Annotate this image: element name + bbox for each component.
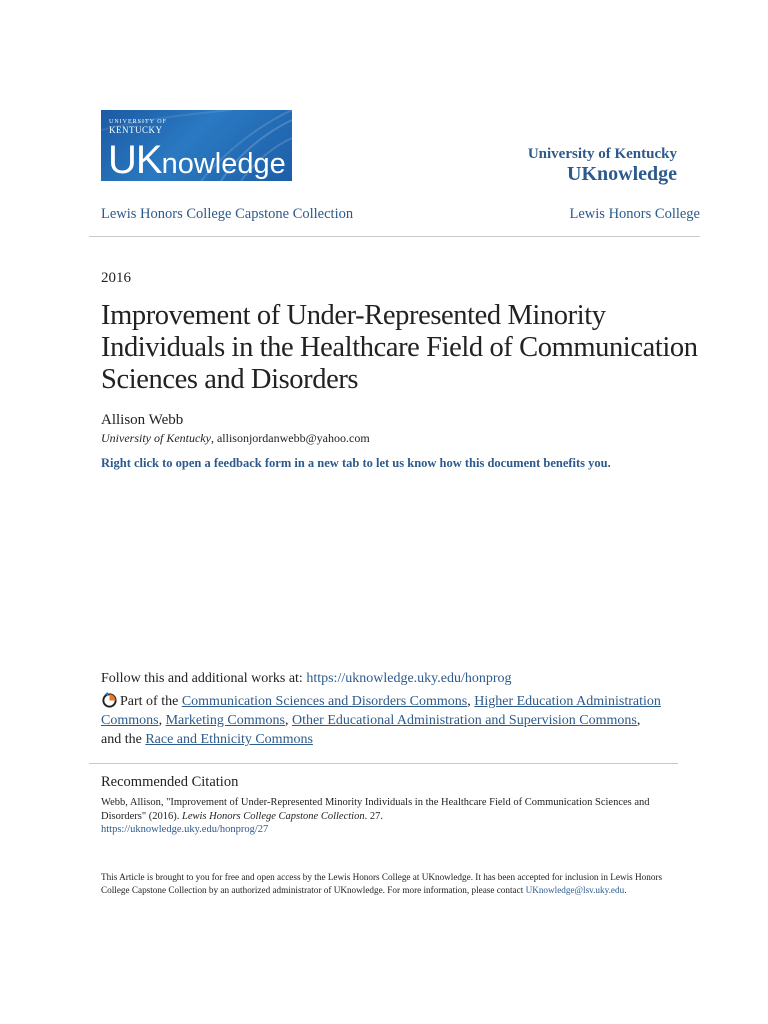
follow-line bbox=[101, 671, 512, 687]
follow-label: Follow this and additional works at: bbox=[101, 671, 307, 686]
access-statement-text: This Article is brought to you for free and open access by the Lewis Honors College at UKnowledge. It has been accepted for inclusion in Lewis Honors College Capstone Collection by an authorized administrator of UKnowledge. For more information, please contact bbox=[101, 872, 663, 895]
separator: , bbox=[158, 713, 166, 728]
commons-link-higher-education[interactable]: Higher Education Administration Commons bbox=[101, 694, 661, 728]
author-affiliation bbox=[101, 431, 370, 446]
separator: , bbox=[467, 694, 475, 709]
citation-divider bbox=[89, 763, 678, 764]
brand-uknowledge-link[interactable]: UKnowledge bbox=[567, 163, 677, 185]
citation-body: Webb, Allison, "Improvement of Under-Represented Minority Individuals in the Healthcare Field of Communication Sciences and Disorders" (2016). bbox=[101, 797, 650, 822]
logo-nowledge: nowledge bbox=[161, 148, 286, 180]
follow-url-link[interactable]: https://uknowledge.uky.edu/honprog bbox=[306, 671, 512, 686]
logo-uk: UK bbox=[108, 138, 162, 181]
logo-small-text bbox=[109, 119, 167, 135]
uknowledge-logo[interactable] bbox=[101, 110, 292, 181]
separator-and-the: , and the bbox=[101, 713, 641, 747]
bepress-commons-icon bbox=[101, 691, 118, 708]
citation-text bbox=[101, 796, 671, 837]
commons-link-other-educational-admin[interactable]: Other Educational Administration and Supervision Commons bbox=[291, 713, 637, 728]
collection-nav bbox=[101, 206, 700, 223]
commons-link-marketing[interactable]: Marketing Commons bbox=[165, 713, 285, 728]
brand-block bbox=[528, 145, 677, 185]
access-statement bbox=[101, 871, 681, 897]
logo-kentucky: KENTUCKY bbox=[109, 125, 163, 135]
logo-wordmark bbox=[108, 138, 286, 181]
separator: , bbox=[284, 713, 292, 728]
college-link[interactable]: Lewis Honors College bbox=[569, 206, 700, 222]
affiliation-name: University of Kentucky bbox=[101, 431, 211, 445]
citation-url-link[interactable]: https://uknowledge.uky.edu/honprog/27 bbox=[101, 824, 269, 835]
commons-link-race-ethnicity[interactable]: Race and Ethnicity Commons bbox=[145, 732, 313, 747]
author-email: , allisonjordanwebb@yahoo.com bbox=[210, 431, 370, 445]
access-statement-end: . bbox=[624, 885, 627, 895]
part-of-lead: Part of the bbox=[120, 694, 182, 709]
part-of-commons bbox=[101, 691, 661, 749]
citation-collection: Lewis Honors College Capstone Collection bbox=[181, 810, 365, 822]
recommended-citation-heading: Recommended Citation bbox=[101, 774, 239, 790]
document-title: Improvement of Under-Represented Minority Individuals in the Healthcare Field of Communication Sciences and Disorders bbox=[101, 300, 698, 395]
logo-university-of: UNIVERSITY OF bbox=[109, 119, 167, 125]
collection-link[interactable]: Lewis Honors College Capstone Collection bbox=[101, 206, 354, 222]
author-name: Allison Webb bbox=[101, 412, 184, 428]
citation-number: . 27. bbox=[364, 810, 383, 822]
contact-email-link[interactable]: UKnowledge@lsv.uky.edu bbox=[525, 885, 625, 895]
publication-year: 2016 bbox=[101, 270, 131, 286]
commons-link-communication-sciences[interactable]: Communication Sciences and Disorders Commons bbox=[181, 694, 468, 709]
header-divider bbox=[89, 236, 700, 237]
feedback-link[interactable]: Right click to open a feedback form in a new tab to let us know how this document benefits you. bbox=[101, 456, 611, 470]
brand-university-link[interactable]: University of Kentucky bbox=[527, 146, 677, 162]
